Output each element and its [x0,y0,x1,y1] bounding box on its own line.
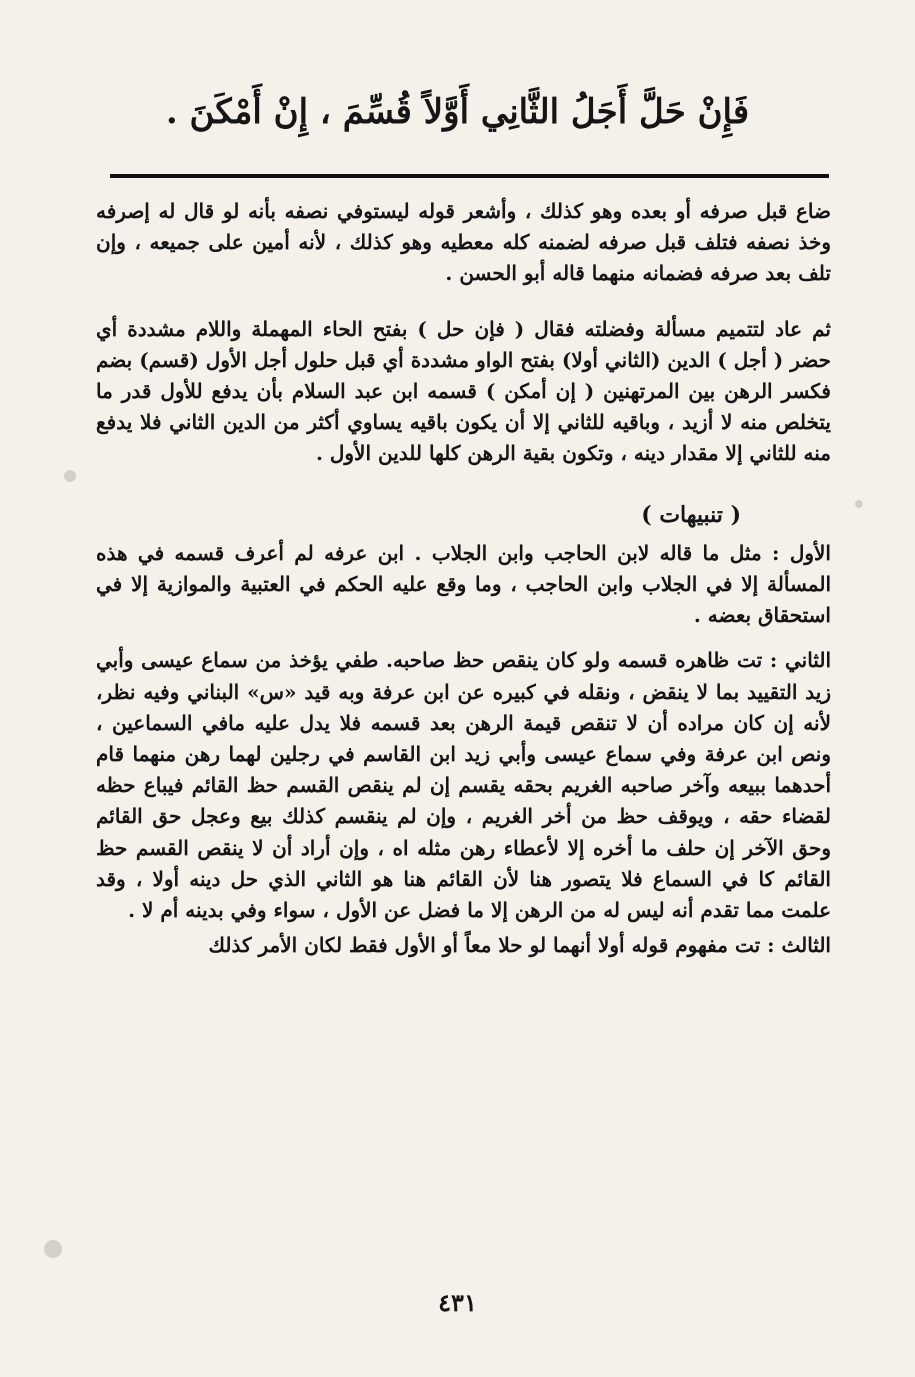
scan-speck [64,470,76,482]
page-number: ٤٣١ [438,1288,477,1317]
paragraph-note-1: الأول : مثل ما قاله لابن الحاجب وابن الجلاب . ابن عرفه لم أعرف قسمه في هذه المسألة إلا في الجلاب وابن الحاجب ، وما وقع عليه الحكم في العتبية والموازية إلا في استحقاق بعضه . [96,540,831,628]
paragraph-2: ثم عاد لتتميم مسألة وفضلته فقال ( فإن حل ) بفتح الحاء المهملة واللام مشددة أي حضر ( أجل ) الدين (الثاني أولا) بفتح الواو مشددة أي قبل حلول أجل الأول (قسم) بضم فكسر الرهن بين المرتهنين ( إن أمكن ) قسمه ابن عبد السلام بأن يدفع للأول قدر ما يتخلص منه لا أزيد ، وباقيه للثاني إلا أن يكون باقيه يساوي أكثر من الدين الثاني فلا يدفع منه للثاني إلا مقدار دينه ، وتكون بقية الرهن كلها للدين الأول . [96,316,831,466]
paragraph-1: ضاع قبل صرفه أو بعده وهو كذلك ، وأشعر قوله ليستوفي نصفه بأنه لو قال له إصرفه وخذ نصفه فتلف قبل صرفه لضمنه كله معطيه وهو كذلك ، لأنه أمين على جميعه ، وإن تلف بعد صرفه فضمانه منهما قاله أبو الحسن . [96,199,831,286]
paragraph-note-2: الثاني : تت ظاهره قسمه ولو كان ينقص حظ صاحبه. طفي يؤخذ من سماع عيسى وأبي زيد التقييد بما لا ينقض ، ونقله في كبيره عن ابن عرفة وبه قيد «س» البناني وفيه نظر، لأنه إن كان مراده أن لا تنقص قيمة الرهن بعد قسمه فلا يدل عليه مافي السماعين ، ونص ابن عرفة وفي سماع عيسى وأبي زيد ابن القاسم في رجلين لهما رهن منهما قام أحدهما ببيعه وآخر صاحبه الغريم بحقه يقسم إن لم ينقص القسم حظ القائم فيباع حظه لقضاء حقه ، ويوقف حظ من أخر الغريم ، وإن لم ينقسم كذلك بيع وعجل حق القائم وحق الآخر إن حلف ما أخره إلا لأعطاء رهن مثله اه ، وإن أراد أن لا ينقص القسم حظ القائم كا في السماع فلا يتصور هنا لأن القائم هنا هو الثاني الذي حل دينه أولا ، وقد علمت مما تقدم أنه ليس له من الرهن إلا ما فضل عن الأول ، سواء وفي بدينه أم لا . [96,648,831,922]
scan-speck [855,500,863,508]
header-rule [110,174,829,178]
scan-speck [44,1240,62,1258]
paragraph-note-3: الثالث : تت مفهوم قوله أولا أنهما لو حلا معاً أو الأول فقط لكان الأمر كذلك [208,933,831,958]
verse-heading: فَإِنْ حَلَّ أَجَلُ الثَّانِي أَوَّلاً قُسِّمَ ، إِنْ أَمْكَنَ . [165,92,750,132]
commentary-text [96,196,831,961]
notes-heading: ( تنبيهات ) [641,501,741,528]
